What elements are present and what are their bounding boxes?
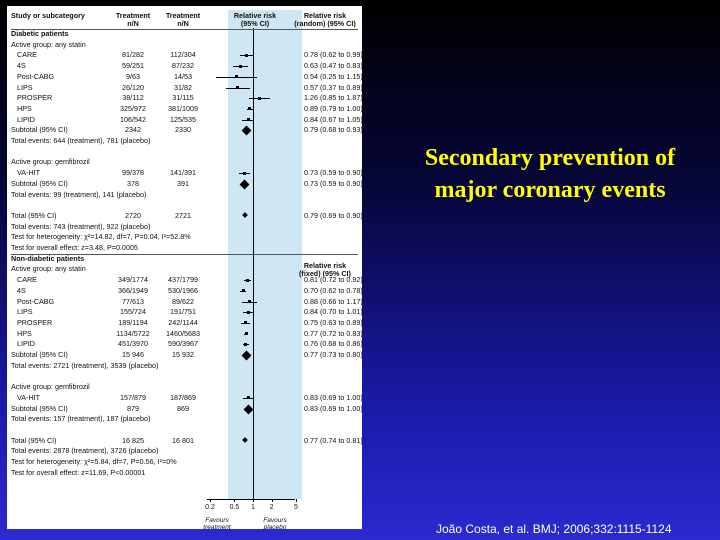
x-axis-tick-label: 5 <box>294 504 298 511</box>
note-label: Total events: 99 (treatment), 141 (placebo) <box>11 189 147 199</box>
point-estimate-square <box>242 289 245 292</box>
treatment-value: 378 <box>127 178 139 188</box>
group-label: Active group: gemfibrozil <box>11 157 90 167</box>
study-label: CARE <box>17 275 37 285</box>
rr-ci-value: 0.73 (0.59 to 0.90) <box>304 178 363 188</box>
point-estimate-square <box>236 86 239 89</box>
header-rr-ci: (95% CI) <box>240 19 270 28</box>
study-label: Post-CABG <box>17 71 55 81</box>
header-treatment-2: Treatment <box>165 11 201 20</box>
subtotal-label: Subtotal (95% CI) <box>11 178 68 188</box>
rr-ci-value: 0.76 (0.68 to 0.86) <box>304 339 363 349</box>
point-estimate-square <box>243 172 246 175</box>
header-rr-fixed-ci: (fixed) (95% CI) <box>299 269 351 278</box>
study-label: PROSPER <box>17 317 53 327</box>
point-estimate-square <box>248 107 251 110</box>
group-label: Active group: any statin <box>11 39 86 49</box>
rr-ci-value: 0.77 (0.74 to 0.81) <box>304 435 363 445</box>
forest-plot-panel <box>7 6 362 529</box>
x-axis-tick-label: 2 <box>269 504 274 511</box>
treatment-value: 2342 <box>125 125 141 135</box>
study-label: PROSPER <box>17 93 53 103</box>
point-estimate-square <box>247 396 250 399</box>
treatment-value: 15 946 <box>122 350 144 359</box>
x-axis-tick <box>210 499 211 502</box>
study-label: VA-HIT <box>17 392 41 402</box>
rr-ci-value: 0.54 (0.25 to 1.15) <box>304 71 363 81</box>
note-label: Test for overall effect: z=11.69, P<0.00001 <box>11 467 146 477</box>
rr-ci-value: 0.73 (0.59 to 0.90) <box>304 168 363 178</box>
rr-ci-value: 0.70 (0.62 to 0.78) <box>304 285 363 295</box>
treatment-value: 189/1194 <box>118 317 148 327</box>
study-label: Post-CABG <box>17 296 55 306</box>
rr-ci-value: 0.83 (0.69 to 1.00) <box>304 392 363 402</box>
treatment-value: 106/542 <box>120 114 146 124</box>
treatment-value: 99/378 <box>122 168 144 178</box>
treatment-value: 879 <box>127 403 139 413</box>
note-label: Total events: 644 (treatment), 781 (placebo) <box>11 136 151 145</box>
slide-title-line-1: Secondary prevention of <box>424 145 676 171</box>
study-label: 4S <box>17 61 26 71</box>
note-label: Total events: 2878 (treatment), 3726 (placebo) <box>11 446 159 456</box>
subtotal-label: Subtotal (95% CI) <box>11 403 68 413</box>
point-estimate-square <box>245 54 248 57</box>
rr-ci-value: 0.84 (0.67 to 1.05) <box>304 114 363 124</box>
treatment-value: 81/282 <box>122 50 144 60</box>
x-axis-line <box>207 499 295 500</box>
study-label: HPS <box>17 328 32 338</box>
placebo-value: 125/535 <box>170 114 196 124</box>
placebo-value: 2721 <box>175 210 191 220</box>
rr-ci-value: 0.63 (0.47 to 0.83) <box>304 61 363 71</box>
treatment-value: 38/112 <box>122 93 144 103</box>
note-label: Test for overall effect: z=3.48, P=0.0005 <box>11 243 138 252</box>
treatment-value: 155/724 <box>120 307 146 317</box>
treatment-value: 451/3970 <box>118 339 148 349</box>
x-axis-tick <box>253 499 254 502</box>
placebo-value: 1460/5683 <box>166 328 200 338</box>
rr-ci-value: 0.77 (0.72 to 0.83) <box>304 328 363 338</box>
study-label: VA-HIT <box>17 168 41 178</box>
header-rr-fixed: Relative risk <box>303 261 347 270</box>
treatment-value: 325/972 <box>120 103 146 113</box>
study-label: CARE <box>17 50 37 60</box>
placebo-value: 31/115 <box>172 93 194 103</box>
favours-treatment-label <box>197 517 237 531</box>
group-label: Active group: any statin <box>11 264 86 274</box>
citation: João Costa, et al. BMJ; 2006;332:1115-1124 <box>436 522 672 536</box>
placebo-value: 187/869 <box>170 392 196 402</box>
x-axis-tick-label: 1 <box>251 504 255 511</box>
study-label: LIPS <box>17 82 33 92</box>
treatment-value: 1134/5722 <box>116 328 150 338</box>
placebo-value: 89/622 <box>172 296 194 306</box>
subtotal-label: Subtotal (95% CI) <box>11 350 68 359</box>
x-axis-tick <box>296 499 297 502</box>
placebo-value: 437/1799 <box>168 275 198 285</box>
placebo-value: 16 801 <box>172 435 194 445</box>
x-axis-tick <box>272 499 273 502</box>
header-rr-random-ci: (random) (95% CI) <box>294 19 356 28</box>
treatment-value: 59/251 <box>122 61 144 71</box>
placebo-value: 530/1966 <box>168 285 198 295</box>
slide-title <box>385 142 715 206</box>
treatment-value: 77/613 <box>122 296 144 306</box>
header-rr-random: Relative risk <box>303 11 347 20</box>
note-label: Total events: 2721 (treatment), 3539 (placebo) <box>11 360 159 370</box>
x-axis-tick-label: 0.5 <box>229 504 240 511</box>
rr-ci-value: 0.75 (0.63 to 0.89) <box>304 317 363 327</box>
header-study: Study or subcategory <box>11 11 85 20</box>
note-label: Total events: 157 (treatment), 187 (placebo) <box>11 414 151 424</box>
header-rr: Relative risk <box>233 11 277 20</box>
study-label: LIPS <box>17 307 33 317</box>
treatment-value: 16 825 <box>122 435 144 445</box>
point-estimate-square <box>244 343 247 346</box>
placebo-value: 14/53 <box>174 71 192 81</box>
study-label: 4S <box>17 285 26 295</box>
placebo-value: 869 <box>177 403 189 413</box>
header-treatment-1: Treatment <box>115 11 151 20</box>
point-estimate-square <box>247 311 250 314</box>
note-label: Test for heterogeneity: χ²=5.84, df=7, P=0.56, I²=0% <box>11 457 177 466</box>
favours-placebo-label <box>255 517 295 531</box>
placebo-value: 15 932 <box>172 350 194 359</box>
rr-ci-value: 0.57 (0.37 to 0.89) <box>304 82 363 92</box>
rr-ci-value: 1.26 (0.85 to 1.87) <box>304 93 363 103</box>
treatment-value: 2720 <box>125 210 141 220</box>
slide-title-line-2: major coronary events <box>434 177 666 203</box>
placebo-value: 242/1144 <box>168 317 198 327</box>
point-estimate-square <box>235 75 238 78</box>
placebo-value: 112/304 <box>170 50 196 60</box>
placebo-value: 87/232 <box>172 61 194 71</box>
header-treatment-2-n: n/N <box>177 19 189 28</box>
point-estimate-square <box>239 65 242 68</box>
treatment-value: 366/1949 <box>118 285 148 295</box>
favours-right-2: placebo <box>263 524 287 531</box>
group-label: Active group: gemfibrozil <box>11 382 90 392</box>
rr-ci-value: 0.88 (0.66 to 1.17) <box>304 296 363 306</box>
total-label: Total (95% CI) <box>11 210 57 220</box>
note-label: Test for heterogeneity: χ²=14.82, df=7, P=0.04, I²=52.8% <box>11 232 191 242</box>
treatment-value: 349/1774 <box>118 275 148 285</box>
note-label: Total events: 743 (treatment), 922 (placebo) <box>11 221 151 231</box>
section-label: Non-diabetic patients <box>11 253 85 263</box>
total-label: Total (95% CI) <box>11 435 57 445</box>
placebo-value: 31/82 <box>174 82 192 92</box>
placebo-value: 590/3967 <box>168 339 198 349</box>
placebo-value: 381/1009 <box>168 103 198 113</box>
favours-left-2: treatment <box>203 524 231 531</box>
treatment-value: 26/120 <box>122 82 144 92</box>
placebo-value: 141/391 <box>170 168 196 178</box>
rr-ci-value: 0.78 (0.62 to 0.99) <box>304 50 363 60</box>
rr-ci-value: 0.77 (0.73 to 0.80) <box>304 350 363 359</box>
point-estimate-square <box>248 300 251 303</box>
rr-ci-value: 0.81 (0.72 to 0.92) <box>304 275 363 285</box>
point-estimate-square <box>247 118 250 121</box>
x-axis-tick-label: 0.2 <box>205 504 215 511</box>
placebo-value: 2330 <box>175 125 191 135</box>
point-estimate-square <box>244 321 247 324</box>
placebo-value: 391 <box>177 178 189 188</box>
treatment-value: 9/63 <box>126 71 140 81</box>
header-treatment-1-n: n/N <box>127 19 139 28</box>
subtotal-label: Subtotal (95% CI) <box>11 125 68 135</box>
treatment-value: 157/879 <box>120 392 146 402</box>
placebo-value: 191/751 <box>170 307 196 317</box>
study-label: LIPID <box>17 114 35 124</box>
point-estimate-square <box>258 97 261 100</box>
rr-ci-value: 0.79 (0.69 to 0.90) <box>304 210 363 220</box>
point-estimate-square <box>245 332 248 335</box>
section-label: Diabetic patients <box>11 29 69 38</box>
favours-left-1: Favours <box>205 517 229 524</box>
favours-right-1: Favours <box>263 517 287 524</box>
study-label: LIPID <box>17 339 35 349</box>
rr-ci-value: 0.83 (0.69 to 1.00) <box>304 403 363 413</box>
rr-ci-value: 0.84 (0.70 to 1.01) <box>304 307 363 317</box>
rr-ci-value: 0.89 (0.79 to 1.00) <box>304 103 363 113</box>
rr-ci-value: 0.79 (0.68 to 0.93) <box>304 125 363 135</box>
point-estimate-square <box>246 279 249 282</box>
x-axis-tick <box>234 499 235 502</box>
study-label: HPS <box>17 103 32 113</box>
